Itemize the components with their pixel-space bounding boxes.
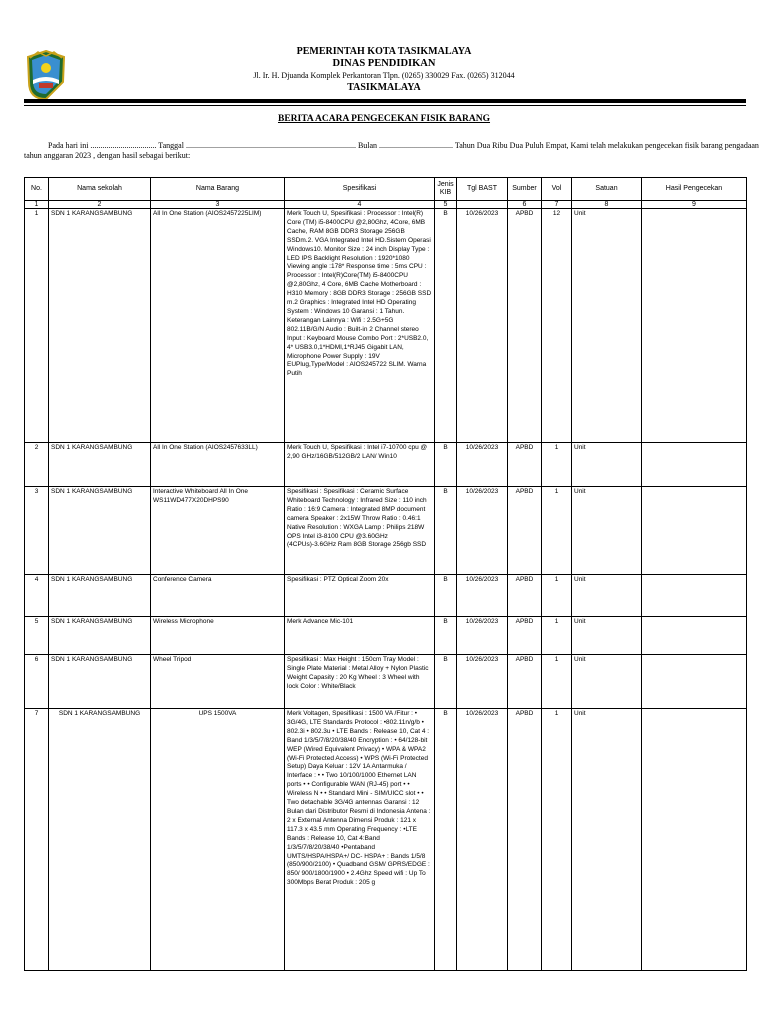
cell-spec: Spesifikasi : Max Height : 150cm Tray Model : Single Plate Material : Metal Alloy + Nylon Plastic Weight Capasity : 20 Kg Wheel : 3 Wheel with lock Color : White/Black [285, 655, 435, 709]
intro-paragraph [24, 141, 764, 161]
cell-vol: 1 [542, 443, 572, 487]
table-row [25, 617, 747, 655]
header-source: Sumber [508, 178, 542, 201]
cell-bast-date: 10/26/2023 [457, 655, 508, 709]
cell-unit: Unit [572, 575, 642, 617]
cell-bast-date: 10/26/2023 [457, 709, 508, 971]
cell-spec: Merk Advance Mic-101 [285, 617, 435, 655]
cell-vol: 1 [542, 575, 572, 617]
index-cell: 3 [151, 201, 285, 209]
cell-source: APBD [508, 655, 542, 709]
cell-result [642, 209, 747, 443]
cell-spec: Spesifikasi : Spesifikasi : Ceramic Surface Whiteboard Technology : Infrared Size : 110 inch Ratio : 16:9 Camera : Integrated 8MP document camera Speaker : 2x15W Throw Ratio : 0.46:1 Native Resolution : WXGA Lamp : Philips 218W OPS Intel i3-8100 CPU @3.60GHz (4CPUs)-3.6GHz Ram 8GB Storage 256gb SSD [285, 487, 435, 575]
index-cell: 8 [572, 201, 642, 209]
cell-unit: Unit [572, 617, 642, 655]
cell-spec: Merk Touch U, Spesifikasi : Intel i7-10700 cpu @ 2,90 GHz/16GB/512GB/2 LAN/ Win10 [285, 443, 435, 487]
table-header-row [25, 178, 747, 201]
cell-kib: B [435, 617, 457, 655]
cell-school: SDN 1 KARANGSAMBUNG [49, 655, 151, 709]
cell-bast-date: 10/26/2023 [457, 487, 508, 575]
cell-result [642, 487, 747, 575]
cell-result [642, 709, 747, 971]
header-result: Hasil Pengecekan [642, 178, 747, 201]
cell-vol: 1 [542, 709, 572, 971]
intro-text: Pada hari ini ................................. Tanggal ..................................................................................... Bulan ..................................... Tahun Dua Ribu Dua Puluh Empat, Kami telah melakukan pengecekan fisik barang pengadaan tahun anggaran 2023 , dengan hasil sebagai berikut: [24, 141, 759, 160]
cell-item: All In One Station (AIOS2457633LL) [151, 443, 285, 487]
cell-unit: Unit [572, 709, 642, 971]
index-cell: 6 [508, 201, 542, 209]
index-cell: 1 [25, 201, 49, 209]
cell-unit: Unit [572, 655, 642, 709]
index-cell: 2 [49, 201, 151, 209]
document-title: BERITA ACARA PENGECEKAN FISIK BARANG [277, 114, 491, 124]
cell-bast-date: 10/26/2023 [457, 575, 508, 617]
header-bast-date: Tgl BAST [457, 178, 508, 201]
cell-spec: Merk Voltagen, Spesifikasi : 1500 VA /Fitur : • 3G/4G, LTE Standards Protocol : •802.11n/g/b • 802.3i • 802.3u • LTE Bands : Release 10, Cat 4 : Band 1/3/5/7/8/20/38/40 Encryption : • 64/128-bit WEP (Wired Equivalent Privacy) • WPA & WPA2 (Wi-Fi Protected Access) • WPS (Wi-Fi Protected Setup) Daya Keluar : 12V 1A Antarmuka / Interface : • • Two 10/100/1000 Ethernet LAN ports • • Configurable WAN (RJ-45) port • • Wireless N • • Standard Mini - SIM/UICC slot • • Two detachable 3G/4G antennas Garansi : 12 Bulan dari Distributor Resmi di Indonesia Antena : 2 x External Antenna Dimensi Produk : 121 x 117.3 x 43.5 mm Operating Frequency : •LTE Bands : Release 10, Cat 4:Band 1/3/5/7/8/20/38/40 •Pentaband UMTS/HSPA/HSPA+/ DC- HSPA+ : Bands 1/5/8 (850/900/2100) • Quadband GSM/ GPRS/EDGE : 850/ 900/1800/1900 • 2.4Ghz Speed wifi : Up To 300Mbps Berat Produk : 205 g [285, 709, 435, 971]
cell-kib: B [435, 443, 457, 487]
header-divider-thin [24, 105, 746, 106]
cell-source: APBD [508, 709, 542, 971]
cell-no: 5 [25, 617, 49, 655]
column-index-row [25, 201, 747, 209]
cell-item: UPS 1500VA [151, 709, 285, 971]
cell-vol: 1 [542, 655, 572, 709]
cell-spec: Merk Touch U, Spesifikasi : Processor : Intel(R) Core (TM) i5-8400CPU @2,80Ghz, 4Core, 6MB Cache, RAM 8GB DDR3 Storage 256GB SSDm.2. VGA Integrated Intel HD.Sistem Operasi Windows10. Monitor Size : 24 inch Display Type : LED IPS Backlight Resolution : 1920*1080 Viewing angle :178* Response time : 5ms CPU : Processor : Intel(R)Core(TM) i5-8400CPU @2,80Ghz, 4 Core, 6MB Cache Motherboard : H310 Memory : 8GB DDR3 Storage : 256GB SSD m.2 Graphics : Integrated Intel HD Operating System : Windows 10 Garansi : 1 Tahun. Keterangan Lainnya : Wifi : 2.5G+5G 802.11B/G/N Audio : Built-in 2 Channel stereo Input : Keyboard Mouse Combo Port : 2*USB2.0, 4* USB3.0,1*HDMI,1*RJ45 Gigabit LAN, Microphone Power Supply : 19V EUPlug,Type/Model : AIOS245722 SLIM. Warna Putih [285, 209, 435, 443]
cell-school: SDN 1 KARANGSAMBUNG [49, 709, 151, 971]
cell-bast-date: 10/26/2023 [457, 209, 508, 443]
table-row [25, 709, 747, 971]
cell-no: 4 [25, 575, 49, 617]
cell-item: All In One Station (AIOS2457225LIM) [151, 209, 285, 443]
cell-kib: B [435, 487, 457, 575]
cell-source: APBD [508, 617, 542, 655]
cell-result [642, 617, 747, 655]
cell-vol: 12 [542, 209, 572, 443]
cell-unit: Unit [572, 209, 642, 443]
letterhead [0, 40, 768, 100]
index-cell: 9 [642, 201, 747, 209]
header-spec: Spesifikasi [285, 178, 435, 201]
cell-kib: B [435, 209, 457, 443]
cell-source: APBD [508, 209, 542, 443]
letterhead-government: PEMERINTAH KOTA TASIKMALAYA [296, 46, 472, 57]
cell-school: SDN 1 KARANGSAMBUNG [49, 487, 151, 575]
cell-bast-date: 10/26/2023 [457, 617, 508, 655]
cell-school: SDN 1 KARANGSAMBUNG [49, 209, 151, 443]
cell-no: 3 [25, 487, 49, 575]
cell-item: Wireless Microphone [151, 617, 285, 655]
cell-no: 6 [25, 655, 49, 709]
cell-result [642, 575, 747, 617]
cell-school: SDN 1 KARANGSAMBUNG [49, 617, 151, 655]
header-divider [24, 99, 746, 103]
cell-result [642, 655, 747, 709]
header-kib: Jenis KIB [435, 178, 457, 201]
cell-item: Interactive Whiteboard All In One WS11WD477X20DHPS90 [151, 487, 285, 575]
cell-vol: 1 [542, 487, 572, 575]
cell-no: 7 [25, 709, 49, 971]
cell-source: APBD [508, 487, 542, 575]
header-item: Nama Barang [151, 178, 285, 201]
table-row [25, 655, 747, 709]
table-row [25, 209, 747, 443]
cell-vol: 1 [542, 617, 572, 655]
table-row [25, 487, 747, 575]
cell-unit: Unit [572, 443, 642, 487]
cell-school: SDN 1 KARANGSAMBUNG [49, 575, 151, 617]
header-unit: Satuan [572, 178, 642, 201]
cell-unit: Unit [572, 487, 642, 575]
cell-kib: B [435, 709, 457, 971]
index-cell [457, 201, 508, 209]
cell-kib: B [435, 575, 457, 617]
table-row [25, 443, 747, 487]
index-cell: 7 [542, 201, 572, 209]
cell-source: APBD [508, 575, 542, 617]
letterhead-agency: DINAS PENDIDIKAN [332, 58, 436, 69]
cell-result [642, 443, 747, 487]
index-cell: 4 [285, 201, 435, 209]
table-row [25, 575, 747, 617]
letterhead-address: Jl. Ir. H. Djuanda Komplek Perkantoran Tlpn. (0265) 330029 Fax. (0265) 312044 [253, 71, 515, 80]
cell-item: Wheel Tripod [151, 655, 285, 709]
letterhead-city: TASIKMALAYA [347, 82, 421, 93]
header-vol: Vol [542, 178, 572, 201]
cell-item: Conference Camera [151, 575, 285, 617]
header-school: Nama sekolah [49, 178, 151, 201]
cell-bast-date: 10/26/2023 [457, 443, 508, 487]
cell-spec: Spesifikasi : PTZ Optical Zoom 20x [285, 575, 435, 617]
index-cell: 5 [435, 201, 457, 209]
cell-school: SDN 1 KARANGSAMBUNG [49, 443, 151, 487]
cell-no: 1 [25, 209, 49, 443]
cell-no: 2 [25, 443, 49, 487]
inspection-table [24, 177, 747, 971]
cell-source: APBD [508, 443, 542, 487]
header-no: No. [25, 178, 49, 201]
cell-kib: B [435, 655, 457, 709]
